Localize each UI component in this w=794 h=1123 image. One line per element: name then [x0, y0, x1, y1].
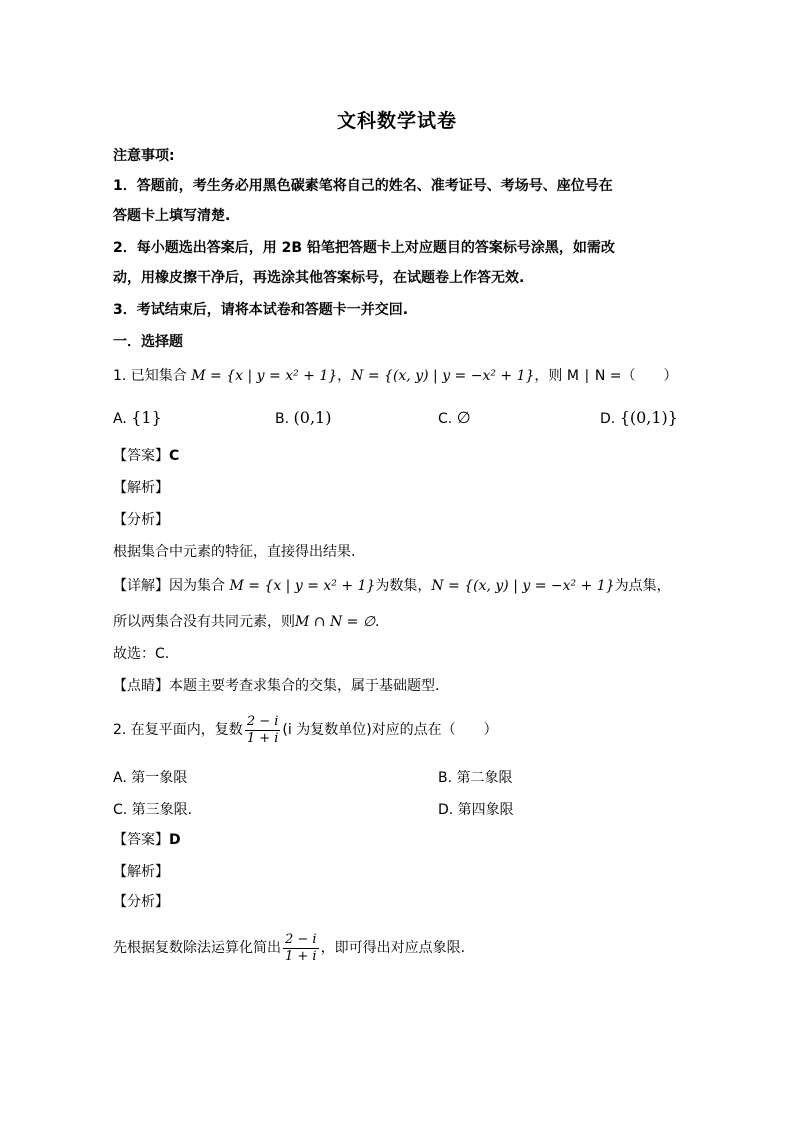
q2-option-a: A. 第一象限 — [113, 770, 188, 786]
option-a — [113, 408, 162, 429]
question-1-stem — [113, 366, 678, 386]
complex-fraction — [245, 714, 281, 747]
q2-fenxi-denominator: 1 + i — [285, 948, 317, 964]
conclusion-line — [113, 612, 380, 632]
q2-option-d: D. 第四象限 — [438, 802, 514, 818]
question-1-suffix: ，则 M ∣ N =（ ） — [534, 368, 678, 384]
answer-value: C — [169, 448, 180, 464]
notice-item-2-line-2: 动，用橡皮擦干净后，再选涂其他答案标号，在试题卷上作答无效. — [113, 270, 525, 286]
q2-fenxi-tag: 【分析】 — [113, 894, 169, 910]
comment-line — [113, 676, 439, 696]
question-2-suffix: (i 为复数单位)对应的点在（ ） — [282, 722, 498, 738]
answer-tag: 【答案】 — [113, 448, 169, 464]
q2-fenxi-post: ，即可得出对应点象限. — [320, 940, 466, 956]
q2-option-b: B. 第二象限 — [438, 770, 513, 786]
detail-pre: 因为集合 — [169, 578, 225, 594]
fenxi-text: 根据集合中元素的特征，直接得出结果. — [113, 544, 356, 560]
question-2-stem — [113, 712, 498, 748]
q2-fenxi-line — [113, 930, 465, 966]
option-d — [600, 408, 678, 429]
question-1-prefix: 1. 已知集合 — [113, 368, 187, 384]
q2-fenxi-numerator: 2 − i — [285, 931, 317, 947]
option-c — [438, 408, 471, 429]
comment-tag: 【点睛】 — [113, 678, 169, 694]
fenxi-tag: 【分析】 — [113, 512, 169, 528]
detail-tag: 【详解】 — [113, 578, 169, 594]
option-a-value: {1} — [131, 408, 162, 427]
notice-item-1-line-2: 答题卡上填写清楚. — [113, 208, 231, 224]
question-2-prefix: 2. 在复平面内，复数 — [113, 722, 243, 738]
detail-post: 为点集， — [614, 578, 671, 594]
option-b-label: B. — [275, 411, 290, 427]
q2-fenxi-fraction — [283, 932, 319, 965]
detail-set-n: N = {(x, y) | y = −x² + 1} — [431, 578, 615, 594]
option-b — [275, 408, 331, 429]
detail-set-m: M = {x | y = x² + 1} — [229, 578, 376, 594]
set-m-formula: M = {x | y = x² + 1} — [191, 368, 338, 384]
analysis-tag: 【解析】 — [113, 480, 169, 496]
q2-answer-tag: 【答案】 — [113, 832, 169, 848]
q2-fenxi-pre: 先根据复数除法运算化简出 — [113, 940, 281, 956]
intersection-formula: M ∩ N = ∅ — [295, 614, 376, 630]
choose-line: 故选：C. — [113, 646, 170, 662]
notice-item-3: 3．考试结束后，请将本试卷和答题卡一并交回. — [113, 302, 409, 318]
set-n-formula: N = {(x, y) | y = −x² + 1} — [351, 368, 535, 384]
comment-text: 本题主要考查求集合的交集，属于基础题型. — [169, 678, 440, 694]
q2-option-c: C. 第三象限. — [113, 802, 193, 818]
q2-answer-value: D — [169, 832, 181, 848]
conclusion-post: . — [375, 614, 380, 630]
section-heading: 一．选择题 — [113, 334, 183, 350]
option-d-value: {(0,1)} — [619, 408, 678, 427]
option-d-label: D. — [600, 411, 616, 427]
q2-analysis-tag: 【解析】 — [113, 864, 169, 880]
page-title: 文科数学试卷 — [336, 110, 457, 132]
question-1-separator: ， — [337, 368, 352, 384]
notice-heading: 注意事项: — [113, 148, 175, 164]
detail-mid: 为数集， — [375, 578, 432, 594]
fraction-numerator: 2 − i — [246, 713, 279, 729]
option-c-label: C. — [438, 411, 453, 427]
q2-answer-line — [113, 830, 181, 850]
option-c-value: ∅ — [456, 408, 471, 427]
notice-item-2-line-1: 2．每小题选出答案后，用 2B 铅笔把答题卡上对应题目的答案标号涂黑，如需改 — [113, 240, 615, 256]
fraction-denominator: 1 + i — [246, 730, 279, 746]
option-a-label: A. — [113, 411, 127, 427]
conclusion-pre: 所以两集合没有共同元素，则 — [113, 614, 295, 630]
detail-line — [113, 576, 671, 596]
option-b-value: (0,1) — [293, 408, 332, 427]
answer-line — [113, 446, 179, 466]
notice-item-1-line-1: 1．答题前，考生务必用黑色碳素笔将自己的姓名、准考证号、考场号、座位号在 — [113, 178, 613, 194]
